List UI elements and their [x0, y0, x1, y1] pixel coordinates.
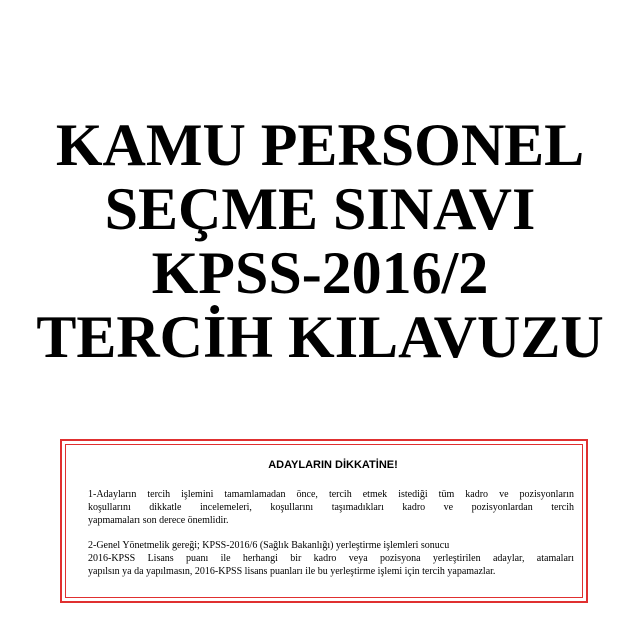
document-title	[0, 113, 640, 369]
title-line-2: SEÇME SINAVI	[104, 176, 536, 242]
notice-paragraph-1	[88, 488, 574, 527]
notice-paragraph-2-line: 2016-KPSS Lisans puanı ile herhangi bir kadro veya pozisyona yerleştirilen adaylar, atamaları	[88, 553, 574, 564]
notice-box-inner	[65, 444, 583, 598]
notice-paragraph-1-line: koşullarını dikkatle incelemeleri, koşullarını taşımadıkları kadro ve pozisyonlardan tercih	[88, 502, 574, 513]
notice-paragraph-2	[88, 539, 574, 578]
notice-paragraph-1-line: yapmamaları son derece önemlidir.	[88, 515, 229, 526]
notice-heading: ADAYLARIN DİKKATİNE!	[268, 459, 398, 471]
notice-paragraph-2-line: 2-Genel Yönetmelik gereği; KPSS-2016/6 (Sağlık Bakanlığı) yerleştirme işlemleri sonucu	[88, 540, 450, 551]
title-line-3: KPSS-2016/2	[151, 240, 489, 306]
notice-box	[60, 439, 588, 603]
notice-paragraph-1-line: 1-Adayların tercih işlemini tamamlamadan önce, tercih etmek istediği tüm kadro ve pozisyonların	[88, 489, 574, 500]
title-line-4: TERCİH KILAVUZU	[36, 304, 604, 370]
title-line-1: KAMU PERSONEL	[55, 112, 585, 178]
notice-paragraph-2-line: yapılsın ya da yapılmasın, 2016-KPSS lisans puanları ile bu yerleştirme işlemi için tercih yapamazlar.	[88, 566, 496, 577]
